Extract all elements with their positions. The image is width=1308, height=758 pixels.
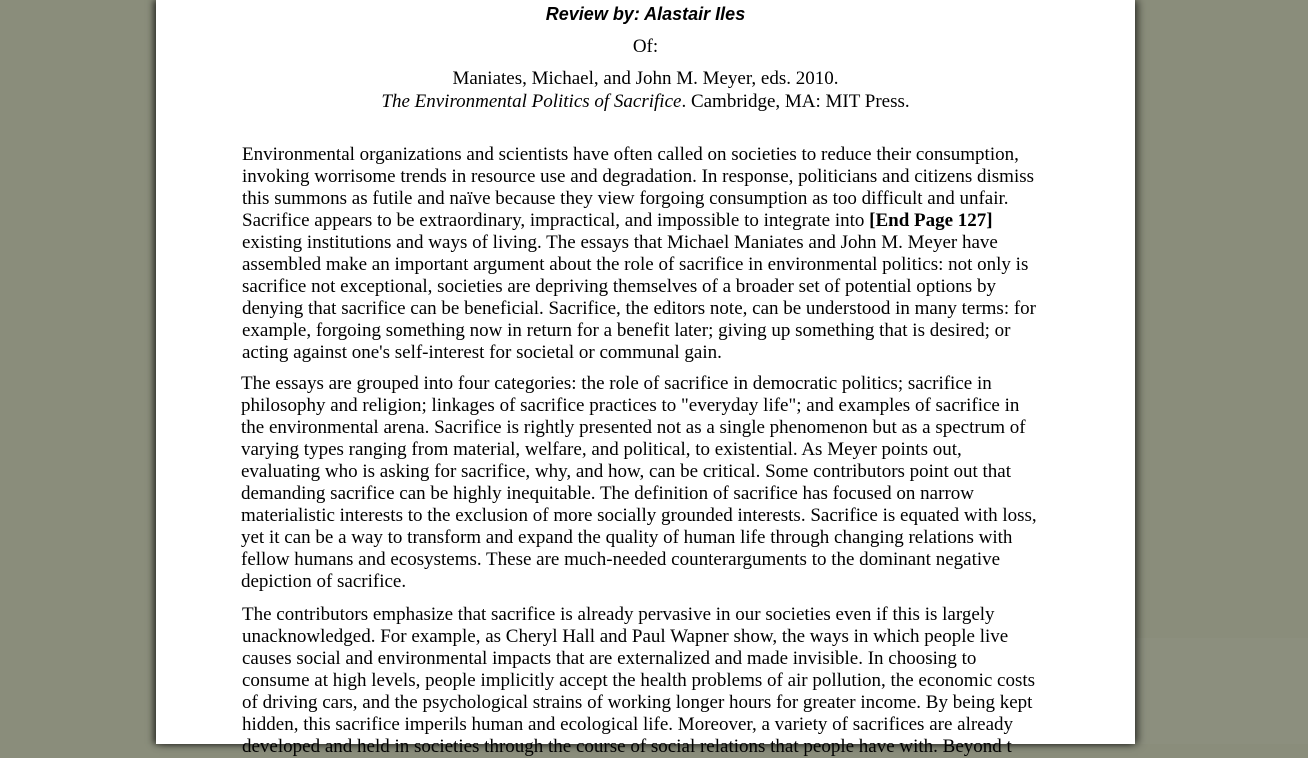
- text-line: [242, 276, 1036, 298]
- line-text: varying types ranging from material, welfare, and political, to existential. As Meyer points out,: [241, 439, 962, 460]
- book-citation: [156, 67, 1135, 113]
- text-line: [242, 342, 1036, 364]
- text-line: [241, 527, 1037, 549]
- document-page[interactable]: [156, 0, 1135, 757]
- line-text: sacrifice not exceptional, societies are depriving themselves of a broader set of potential options by: [242, 276, 996, 297]
- text-line: [242, 144, 1036, 166]
- text-line: [242, 298, 1036, 320]
- line-text: materialistic interests to the exclusion of more socially grounded interests. Sacrifice is equated with loss,: [241, 505, 1037, 526]
- text-line: [242, 626, 1035, 648]
- line-text: philosophy and religion; linkages of sacrifice practices to "everyday life"; and examples of sacrifice in: [241, 395, 1020, 416]
- line-text: fellow humans and ecosystems. These are much-needed counterarguments to the dominant negative: [241, 549, 1001, 570]
- text-line: [241, 571, 1037, 593]
- line-text: depiction of sacrifice.: [241, 571, 407, 592]
- paragraph-3: [242, 604, 1035, 758]
- text-line: [241, 505, 1037, 527]
- line-text: assembled make an important argument about the role of sacrifice in environmental politics: not only is: [242, 254, 1029, 275]
- line-text: evaluating who is asking for sacrifice, why, and how, can be critical. Some contributors point out that: [241, 461, 1012, 482]
- text-line: [242, 648, 1035, 670]
- line-text: causes social and environmental impacts that are externalized and made invisible. In choosing to: [242, 648, 977, 669]
- citation-publisher: . Cambridge, MA: MIT Press.: [681, 91, 910, 112]
- text-line: [242, 714, 1035, 736]
- review-by-heading: Review by: Alastair Iles: [545, 4, 746, 24]
- line-text: invoking worrisome trends in resource use and degradation. In response, politicians and citizens dismiss: [242, 166, 1035, 187]
- line-text: Environmental organizations and scientists have often called on societies to reduce their consumption,: [242, 144, 1019, 165]
- text-line: [242, 736, 1035, 758]
- citation-authors: Maniates, Michael, and John M. Meyer, eds. 2010.: [452, 68, 839, 89]
- line-text: The contributors emphasize that sacrifice is already pervasive in our societies even if this is largely: [242, 604, 995, 625]
- text-line: [241, 549, 1037, 571]
- line-text: Sacrifice appears to be extraordinary, impractical, and impossible to integrate into: [242, 210, 870, 231]
- line-text: of driving cars, and the psychological strains of working longer hours for greater income. By being kept: [242, 692, 1033, 713]
- text-line: [242, 188, 1036, 210]
- text-line: [241, 417, 1037, 439]
- text-line: [242, 320, 1036, 342]
- line-text: this summons as futile and naïve because they view forgoing consumption as too difficult and unfair.: [242, 188, 1009, 209]
- line-text: hidden, this sacrifice imperils human and ecological life. Moreover, a variety of sacrifices are already: [242, 714, 1014, 735]
- line-text: consume at high levels, people implicitly accept the health problems of air pollution, the economic costs: [242, 670, 1036, 691]
- text-line: [242, 232, 1036, 254]
- citation-book: [156, 90, 1135, 113]
- text-line: [241, 395, 1037, 417]
- paragraph-2: [241, 373, 1037, 593]
- text-line: [242, 166, 1036, 188]
- line-text: acting against one's self-interest for societal or communal gain.: [242, 342, 722, 363]
- text-line: [241, 461, 1037, 483]
- text-line: [242, 692, 1035, 714]
- text-line: [242, 254, 1036, 276]
- book-title: The Environmental Politics of Sacrifice: [381, 91, 682, 112]
- line-text: The essays are grouped into four categories: the role of sacrifice in democratic politics; sacrifice in: [241, 373, 992, 394]
- text-line: [241, 373, 1037, 395]
- line-text: yet it can be a way to transform and expand the quality of human life through changing relations with: [241, 527, 1013, 548]
- line-text: the environmental arena. Sacrifice is rightly presented not as a single phenomenon but as a spectrum of: [241, 417, 1026, 438]
- text-line: [242, 604, 1035, 626]
- text-line: [242, 210, 1036, 232]
- text-line: [242, 670, 1035, 692]
- of-label: Of:: [632, 36, 659, 57]
- line-text: unacknowledged. For example, as Cheryl Hall and Paul Wapner show, the ways in which people live: [242, 626, 1009, 647]
- viewer-background: [1135, 638, 1308, 744]
- line-text: developed and held in societies through the course of social relations that people have with. Beyond t: [242, 736, 1012, 757]
- line-text: existing institutions and ways of living. The essays that Michael Maniates and John M. Meyer have: [242, 232, 998, 253]
- text-line: [241, 439, 1037, 461]
- text-line: [241, 483, 1037, 505]
- line-text: denying that sacrifice can be beneficial. Sacrifice, the editors note, can be understood in many terms: for: [242, 298, 1037, 319]
- line-text: example, forgoing something now in return for a benefit later; giving up something that is desired; or: [242, 320, 1011, 341]
- page-marker: [End Page 127]: [869, 210, 993, 231]
- paragraph-1: [242, 144, 1036, 364]
- line-text: demanding sacrifice can be highly inequitable. The definition of sacrifice has focused on narrow: [241, 483, 974, 504]
